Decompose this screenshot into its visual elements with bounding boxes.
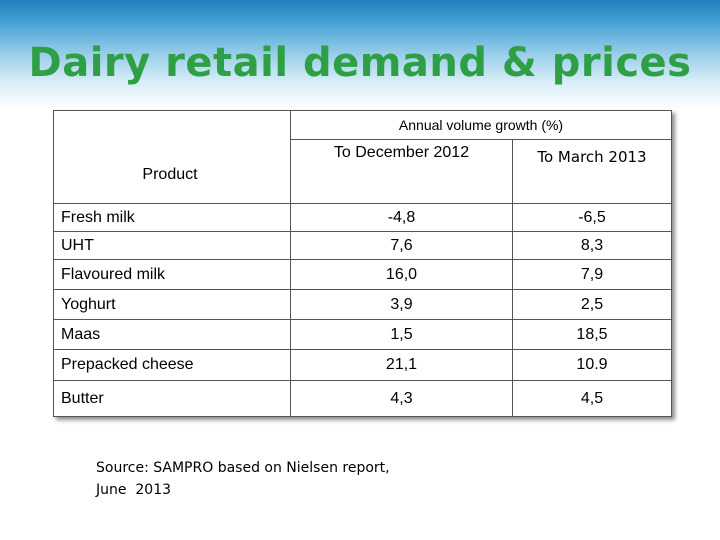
dec-2012-value: 4,3 [291,381,513,417]
table-row [54,350,672,381]
dec-2012-value: 16,0 [291,260,513,290]
mar-2013-value: 8,3 [513,232,672,260]
source-line-2: June 2013 [96,482,172,498]
mar-2013-header: To March 2013 [537,148,647,166]
dec-2012-value: -4,8 [291,204,513,232]
table-row [54,290,672,320]
table-row [54,320,672,350]
mar-2013-value: 4,5 [513,381,672,417]
product-cell: Fresh milk [54,204,291,232]
source-line-1: Source: SAMPRO based on Nielsen report, [96,460,390,476]
dec-2012-header: To December 2012 [333,144,470,161]
dec-2012-value: 7,6 [291,232,513,260]
dec-2012-value: 1,5 [291,320,513,350]
mar-2013-value: 7,9 [513,260,672,290]
annual-growth-header: Annual volume growth (%) [291,111,672,140]
product-header-cell [54,111,291,204]
mar-2013-value: 18,5 [513,320,672,350]
product-cell: Maas [54,320,291,350]
mar-2013-header-cell [513,140,672,204]
product-cell: Butter [54,381,291,417]
slide-title: Dairy retail demand & prices [28,40,692,86]
table-row [54,232,672,260]
mar-2013-value: -6,5 [513,204,672,232]
dec-2012-value: 21,1 [291,350,513,381]
mar-2013-value: 2,5 [513,290,672,320]
mar-2013-value: 10.9 [513,350,672,381]
table-row [54,204,672,232]
dec-2012-header-cell [291,140,513,204]
product-cell: Yoghurt [54,290,291,320]
product-header: Product [142,166,198,183]
source-note [96,457,390,501]
product-cell: Prepacked cheese [54,350,291,381]
product-cell: Flavoured milk [54,260,291,290]
growth-table [53,110,672,417]
table-row [54,260,672,290]
dec-2012-value: 3,9 [291,290,513,320]
product-cell: UHT [54,232,291,260]
table-row [54,381,672,417]
